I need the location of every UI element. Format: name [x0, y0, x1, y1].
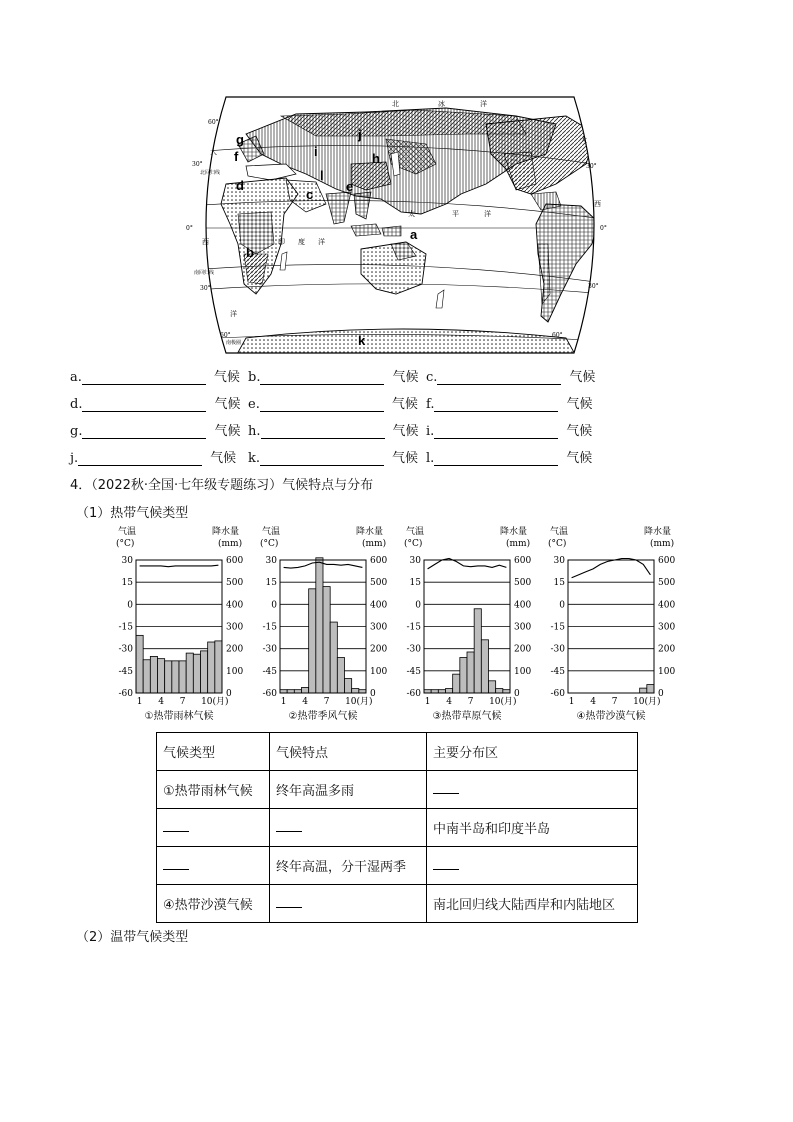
temp-axis-label: 气温 — [550, 527, 569, 537]
answer-blank[interactable] — [260, 397, 384, 412]
month-tick: 4 — [590, 697, 596, 707]
temp-axis-unit: (°C) — [548, 539, 567, 549]
lat-tick-eq: 0° — [186, 225, 193, 232]
precip-bar — [215, 641, 222, 693]
month-tick: 7 — [467, 697, 474, 707]
place-arctic-2: 冰 — [438, 100, 445, 108]
month-tick: 10(月) — [201, 697, 229, 707]
temp-tick: -15 — [550, 622, 565, 633]
table-header-row — [157, 733, 638, 771]
fill-item — [248, 393, 418, 412]
chart-caption: ③热带草原气候 — [432, 711, 502, 722]
place-north-tropic: 北回归线 — [200, 170, 221, 176]
climograph-svg — [116, 522, 262, 727]
table-cell — [427, 771, 638, 809]
precip-tick: 200 — [658, 644, 676, 655]
table-cell: 中南半岛和印度半岛 — [427, 809, 638, 847]
world-climate-map — [186, 94, 614, 356]
table-cell — [427, 847, 638, 885]
precip-tick: 0 — [658, 689, 664, 699]
precip-tick: 200 — [226, 644, 244, 655]
precip-axis-unit: (mm) — [362, 539, 387, 549]
fill-item — [248, 366, 418, 385]
fill-prefix: b. — [248, 370, 261, 385]
climograph-svg — [260, 522, 406, 727]
table-cell: ④热带沙漠气候 — [157, 885, 270, 923]
map-label-e: e — [346, 179, 354, 194]
temp-tick: -45 — [406, 666, 421, 677]
temperature-line — [140, 565, 219, 567]
question-heading: 4．（2022秋·全国·七年级专题练习）气候特点与分布 — [70, 478, 374, 493]
place-pacific-1: 太 — [408, 210, 415, 218]
temp-tick: -45 — [550, 666, 565, 677]
table-header: 主要分布区 — [427, 733, 638, 771]
precip-bar — [647, 685, 654, 693]
precip-tick: 300 — [370, 622, 388, 633]
fill-suffix: 气候 — [392, 370, 419, 385]
month-tick: 4 — [302, 697, 308, 707]
precip-axis-label: 降水量 — [500, 527, 528, 537]
fill-suffix: 气候 — [392, 424, 419, 439]
climograph-monsoon — [260, 522, 406, 727]
lat-tick-e-eq: 0° — [600, 225, 607, 232]
answer-blank[interactable] — [260, 451, 384, 466]
fill-item — [70, 447, 236, 466]
precip-bar — [179, 661, 186, 693]
precip-bar — [496, 689, 503, 693]
temp-axis-label: 气温 — [406, 527, 425, 537]
fill-suffix: 气候 — [566, 451, 593, 466]
fill-item — [426, 393, 593, 412]
place-indian-1: 印 — [278, 238, 285, 246]
lat-tick-n60: 60° — [208, 119, 219, 126]
temp-tick: -15 — [262, 622, 277, 633]
precip-tick: 100 — [658, 666, 676, 677]
precip-bar — [481, 640, 488, 693]
table-row — [157, 771, 638, 809]
temp-tick: -30 — [118, 644, 133, 655]
fill-prefix: k. — [248, 451, 261, 466]
temp-tick: -30 — [550, 644, 565, 655]
precip-tick: 100 — [514, 666, 532, 677]
answer-blank[interactable] — [433, 857, 459, 870]
precip-tick: 600 — [658, 556, 676, 566]
table-cell — [157, 847, 270, 885]
temp-tick: -60 — [118, 689, 133, 699]
climograph-svg — [548, 522, 694, 727]
table-cell: 终年高温多雨 — [270, 771, 427, 809]
precip-bar — [186, 653, 193, 693]
month-tick: 7 — [323, 697, 330, 707]
chart-caption: ②热带季风气候 — [288, 711, 358, 722]
place-pacific-2: 平 — [452, 210, 459, 218]
fill-suffix: 气候 — [391, 397, 418, 412]
answer-blank[interactable] — [434, 451, 558, 466]
precip-tick: 400 — [226, 600, 244, 611]
precip-tick: 200 — [514, 644, 532, 655]
table-cell — [270, 809, 427, 847]
place-pacific-3: 洋 — [484, 210, 491, 218]
fill-item — [70, 393, 240, 412]
temp-tick: -60 — [550, 689, 565, 699]
precip-tick: 400 — [514, 600, 532, 611]
precip-bar — [352, 689, 359, 693]
map-label-i: i — [314, 144, 318, 159]
precip-tick: 500 — [514, 578, 532, 589]
table-row — [157, 847, 638, 885]
month-tick: 1 — [136, 697, 143, 707]
temp-tick: -45 — [118, 666, 133, 677]
precip-axis-unit: (mm) — [506, 539, 531, 549]
month-tick: 1 — [568, 697, 575, 707]
precip-tick: 400 — [658, 600, 676, 611]
precip-tick: 0 — [370, 689, 376, 699]
temp-tick: 15 — [121, 578, 133, 589]
precip-bar — [345, 679, 352, 693]
fill-prefix: h. — [248, 424, 261, 439]
place-south-polar: 南极圈 — [226, 340, 242, 346]
climate-table — [156, 732, 638, 923]
precip-tick: 600 — [514, 556, 532, 566]
fill-suffix: 气候 — [214, 424, 241, 439]
precip-bar — [323, 587, 330, 693]
map-label-j: j — [358, 127, 362, 142]
temp-tick: -30 — [262, 644, 277, 655]
subheading-temperate: （2）温带气候类型 — [76, 930, 189, 945]
fill-prefix: d. — [70, 397, 83, 412]
place-arctic-3: 洋 — [480, 100, 487, 108]
month-tick: 10(月) — [633, 697, 661, 707]
place-arctic-1: 北 — [392, 100, 399, 108]
precip-bar — [201, 651, 208, 693]
precip-axis-unit: (mm) — [650, 539, 675, 549]
place-atlantic-2: 西 — [202, 238, 209, 246]
answer-blank[interactable] — [163, 819, 189, 832]
place-atlantic-1: 大 — [210, 148, 217, 156]
month-tick: 7 — [611, 697, 618, 707]
precip-tick: 0 — [226, 689, 232, 699]
table-row — [157, 885, 638, 923]
precip-tick: 300 — [226, 622, 244, 633]
fill-prefix: f. — [426, 397, 435, 412]
temp-tick: 15 — [409, 578, 421, 589]
fill-item — [426, 420, 592, 439]
fill-suffix: 气候 — [214, 397, 241, 412]
precip-bar — [150, 656, 157, 693]
precip-tick: 300 — [514, 622, 532, 633]
precip-bar — [172, 661, 179, 693]
precip-tick: 100 — [226, 666, 244, 677]
fill-row — [70, 420, 630, 440]
temp-axis-unit: (°C) — [260, 539, 279, 549]
map-label-d: d — [236, 178, 244, 193]
precip-bar — [208, 642, 215, 693]
map-label-h: h — [372, 151, 380, 166]
climograph-savanna — [404, 522, 550, 727]
place-south-tropic: 南回归线 — [194, 270, 215, 276]
month-tick: 1 — [424, 697, 431, 707]
fill-suffix: 气候 — [566, 424, 593, 439]
temp-axis-unit: (°C) — [116, 539, 135, 549]
place-pac-xi: 西 — [594, 200, 601, 208]
temp-tick: 0 — [271, 600, 277, 611]
fill-suffix: 气候 — [213, 370, 240, 385]
precip-bar — [453, 674, 460, 693]
temp-tick: -60 — [406, 689, 421, 699]
temp-tick: 30 — [409, 556, 421, 566]
month-tick: 4 — [158, 697, 164, 707]
answer-blank[interactable] — [82, 370, 206, 385]
precip-bar — [158, 659, 165, 693]
precip-tick: 500 — [226, 578, 244, 589]
precip-tick: 300 — [658, 622, 676, 633]
temp-axis-label: 气温 — [262, 527, 281, 537]
fill-item — [70, 420, 240, 439]
lat-tick-s30: 30° — [200, 285, 211, 292]
fill-prefix: a. — [70, 370, 82, 385]
fill-suffix: 气候 — [569, 370, 596, 385]
temp-tick: 15 — [553, 578, 565, 589]
temp-tick: 0 — [559, 600, 565, 611]
map-drawing — [186, 94, 614, 356]
fill-suffix: 气候 — [392, 451, 419, 466]
table-cell: 南北回归线大陆西岸和内陆地区 — [427, 885, 638, 923]
month-tick: 7 — [179, 697, 186, 707]
precip-axis-label: 降水量 — [644, 527, 672, 537]
temp-tick: -45 — [262, 666, 277, 677]
fill-item — [70, 366, 240, 385]
temp-axis-unit: (°C) — [404, 539, 423, 549]
month-tick: 10(月) — [345, 697, 373, 707]
chart-caption: ④热带沙漠气候 — [576, 711, 646, 722]
fill-item — [426, 366, 595, 385]
fill-prefix: l. — [426, 451, 435, 466]
lat-tick-e-s60: 60° — [552, 332, 563, 339]
table-row — [157, 809, 638, 847]
temp-tick: 0 — [415, 600, 421, 611]
place-indian-3: 洋 — [318, 238, 325, 246]
answer-blank[interactable] — [276, 895, 302, 908]
fill-prefix: c. — [426, 370, 438, 385]
temp-tick: -15 — [118, 622, 133, 633]
lat-tick-s60: 60° — [220, 332, 231, 339]
answer-blank[interactable] — [261, 424, 385, 439]
fill-item — [426, 447, 592, 466]
lat-tick-e-s30: 30° — [588, 283, 599, 290]
temp-tick: -60 — [262, 689, 277, 699]
precip-bar — [467, 652, 474, 693]
answer-blank[interactable] — [82, 424, 206, 439]
fill-row — [70, 393, 630, 413]
chart-caption: ①热带雨林气候 — [144, 711, 214, 722]
fill-suffix: 气候 — [566, 397, 593, 412]
fill-item — [248, 420, 419, 439]
precip-bar — [165, 661, 172, 693]
table-header: 气候类型 — [157, 733, 270, 771]
precip-tick: 200 — [370, 644, 388, 655]
precip-bar — [193, 654, 200, 693]
table-cell — [157, 809, 270, 847]
precip-tick: 500 — [370, 578, 388, 589]
fill-prefix: e. — [248, 397, 260, 412]
precip-tick: 600 — [226, 556, 244, 566]
lat-tick-e-n30: 30° — [586, 163, 597, 170]
answer-blank[interactable] — [434, 424, 558, 439]
precip-bar — [460, 658, 467, 693]
precip-axis-label: 降水量 — [212, 527, 240, 537]
temperature-line — [572, 559, 651, 578]
precip-tick: 100 — [370, 666, 388, 677]
answer-blank[interactable] — [437, 370, 561, 385]
map-label-k: k — [358, 333, 366, 348]
table-cell: ①热带雨林气候 — [157, 771, 270, 809]
place-pac-da: 大 — [580, 136, 587, 144]
table-cell: 终年高温，分干湿两季 — [270, 847, 427, 885]
month-tick: 10(月) — [489, 697, 517, 707]
climograph-rainforest — [116, 522, 262, 727]
temp-tick: -15 — [406, 622, 421, 633]
fill-prefix: j. — [70, 451, 79, 466]
temp-tick: 0 — [127, 600, 133, 611]
table-header: 气候特点 — [270, 733, 427, 771]
answer-blank[interactable] — [78, 451, 202, 466]
subheading-tropical: （1）热带气候类型 — [76, 506, 189, 521]
place-south-yang: 洋 — [230, 310, 237, 318]
precip-tick: 0 — [514, 689, 520, 699]
precip-tick: 500 — [658, 578, 676, 589]
table-cell — [270, 885, 427, 923]
map-label-f: f — [234, 149, 239, 164]
answer-blank[interactable] — [433, 781, 459, 794]
precip-bar — [489, 681, 496, 693]
temp-tick: 30 — [265, 556, 277, 566]
fill-prefix: g. — [70, 424, 83, 439]
map-label-g: g — [236, 132, 244, 147]
fill-suffix: 气候 — [210, 451, 237, 466]
map-label-a: a — [410, 227, 418, 242]
fill-item — [248, 447, 418, 466]
precip-bar — [302, 687, 309, 693]
temp-tick: 15 — [265, 578, 277, 589]
precip-tick: 600 — [370, 556, 388, 566]
precip-bar — [316, 558, 323, 693]
answer-blank[interactable] — [434, 397, 558, 412]
temp-tick: 30 — [553, 556, 565, 566]
place-indian-2: 度 — [298, 238, 305, 246]
map-label-c: c — [306, 187, 314, 202]
map-label-b: b — [246, 245, 254, 260]
temp-axis-label: 气温 — [118, 527, 137, 537]
month-tick: 1 — [280, 697, 287, 707]
precip-bar — [330, 622, 337, 693]
precip-bar — [337, 658, 344, 693]
temp-tick: 30 — [121, 556, 133, 566]
precip-bar — [309, 589, 316, 693]
precip-bar — [136, 635, 143, 693]
precip-tick: 400 — [370, 600, 388, 611]
precip-axis-label: 降水量 — [356, 527, 384, 537]
fill-prefix: i. — [426, 424, 435, 439]
answer-blank[interactable] — [260, 370, 384, 385]
temp-tick: -30 — [406, 644, 421, 655]
precip-bar — [474, 609, 481, 693]
answer-blank[interactable] — [82, 397, 206, 412]
precip-bar — [143, 660, 150, 693]
precip-bar — [446, 689, 453, 693]
climograph-svg — [404, 522, 550, 727]
fill-row — [70, 447, 630, 467]
answer-blank[interactable] — [163, 857, 189, 870]
fill-row — [70, 366, 630, 386]
precip-axis-unit: (mm) — [218, 539, 243, 549]
map-label-l: l — [320, 168, 324, 183]
precip-bar — [640, 688, 647, 693]
answer-blank[interactable] — [276, 819, 302, 832]
lat-tick-n30: 30° — [192, 161, 203, 168]
climograph-desert — [548, 522, 694, 727]
month-tick: 4 — [446, 697, 452, 707]
